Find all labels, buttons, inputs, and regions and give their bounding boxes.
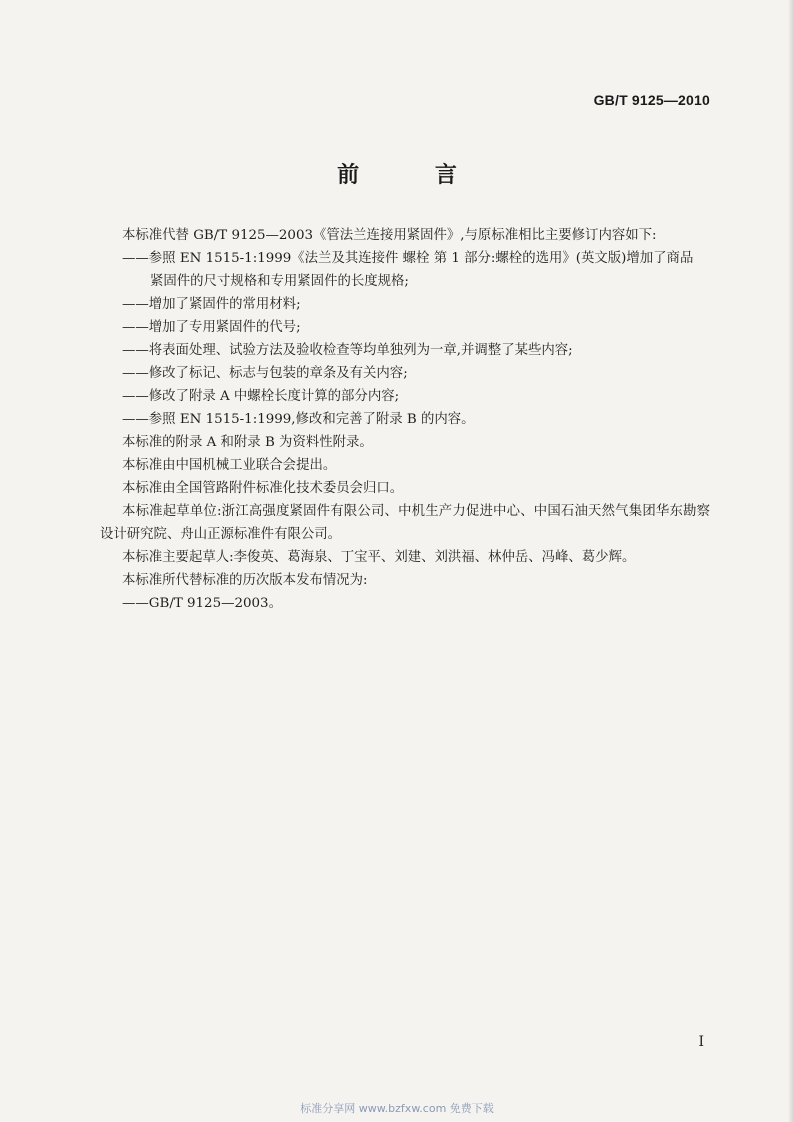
foreword-body — [100, 224, 710, 615]
paragraph: 本标准的附录 A 和附录 B 为资料性附录。 — [122, 435, 373, 450]
list-item: ——增加了紧固件的常用材料; — [122, 297, 301, 312]
list-item: ——GB/T 9125—2003。 — [122, 596, 282, 611]
scan-edge-shadow — [788, 0, 794, 1122]
paragraph: 本标准代替 GB/T 9125—2003《管法兰连接用紧固件》,与原标准相比主要修订内容如下: — [122, 228, 657, 243]
list-item-text: ——参照 EN 1515-1:1999《法兰及其连接件 螺栓 第 1 部分:螺栓的选用》(英文版)增加了商品 — [122, 251, 694, 266]
watermark-link[interactable]: 标准分享网 www.bzfxw.com 免费下载 — [300, 1102, 494, 1115]
paragraph: 本标准由全国管路附件标准化技术委员会归口。 — [122, 481, 404, 496]
paragraph: 本标准所代替标准的历次版本发布情况为: — [122, 573, 368, 588]
list-item: ——将表面处理、试验方法及验收检查等均单独列为一章,并调整了某些内容; — [122, 343, 573, 358]
paragraph: 本标准主要起草人:李俊英、葛海泉、丁宝平、刘建、刘洪福、林仲岳、冯峰、葛少辉。 — [122, 550, 636, 565]
page-title: 前 言 — [337, 163, 491, 188]
list-item: ——参照 EN 1515-1:1999,修改和完善了附录 B 的内容。 — [122, 412, 475, 427]
list-item: ——修改了标记、标志与包装的章条及有关内容; — [122, 366, 408, 381]
list-item: ——增加了专用紧固件的代号; — [122, 320, 301, 335]
standard-code: GB/T 9125—2010 — [593, 92, 710, 108]
paragraph: 本标准起草单位:浙江高强度紧固件有限公司、中机生产力促进中心、中国石油天然气集团华东勘察设计研究院、舟山正源标准件有限公司。 — [100, 504, 710, 542]
list-item: ——修改了附录 A 中螺栓长度计算的部分内容; — [122, 389, 400, 404]
list-item — [100, 247, 710, 293]
list-item-continuation: 紧固件的尺寸规格和专用紧固件的长度规格; — [150, 274, 409, 289]
paragraph: 本标准由中国机械工业联合会提出。 — [122, 458, 337, 473]
page-number: I — [698, 1034, 704, 1050]
